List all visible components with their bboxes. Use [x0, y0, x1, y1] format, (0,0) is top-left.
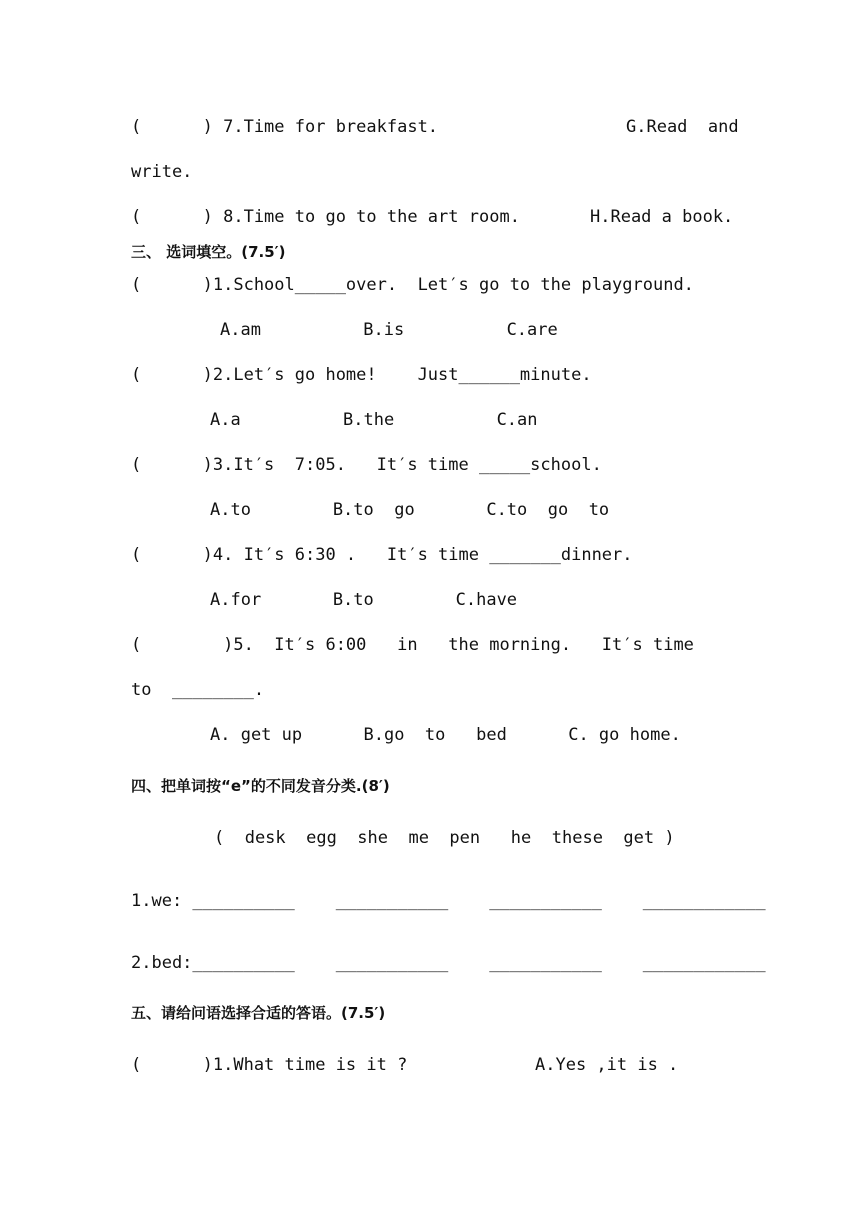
q8-prompt: ( ) 8.Time to go to the art room. — [131, 207, 520, 227]
s3-q2: ( )2.Let′s go home! Just______minute. — [131, 365, 592, 385]
s3-q2-options: A.a B.the C.an — [210, 410, 538, 430]
s3-q4: ( )4. It′s 6:30 . It′s time _______dinner. — [131, 545, 633, 565]
s3-q1-options: A.am B.is C.are — [220, 320, 558, 340]
s5-q1-match: A.Yes ,it is . — [535, 1055, 679, 1075]
q8-match: H.Read a book. — [590, 207, 734, 227]
section3-heading: 三、 选词填空。(7.5′) — [131, 243, 286, 261]
s3-q1: ( )1.School_____over. Let′s go to the playground. — [131, 275, 694, 295]
s4-row-bed: 2.bed:__________ ___________ ___________ ____________ — [131, 953, 766, 973]
s3-q3: ( )3.It′s 7:05. It′s time _____school. — [131, 455, 602, 475]
s3-q3-options: A.to B.to go C.to go to — [210, 500, 610, 520]
q7-prompt: ( ) 7.Time for breakfast. — [131, 117, 439, 137]
s3-q5-wrap: to ________. — [131, 680, 265, 700]
s4-row-we: 1.we: __________ ___________ ___________ ____________ — [131, 891, 766, 911]
s3-q5: ( )5. It′s 6:00 in the morning. It′s time — [131, 635, 694, 655]
section4-heading: 四、把单词按“e”的不同发音分类.(8′) — [131, 777, 390, 795]
q7-wrap: write. — [131, 162, 193, 182]
s4-word-list: ( desk egg she me pen he these get ) — [214, 828, 675, 848]
q7-match: G.Read and — [626, 117, 739, 137]
s3-q5-options: A. get up B.go to bed C. go home. — [210, 725, 681, 745]
section5-heading: 五、请给问语选择合适的答语。(7.5′) — [131, 1004, 386, 1022]
s3-q4-options: A.for B.to C.have — [210, 590, 518, 610]
s5-q1: ( )1.What time is it ? — [131, 1055, 408, 1075]
